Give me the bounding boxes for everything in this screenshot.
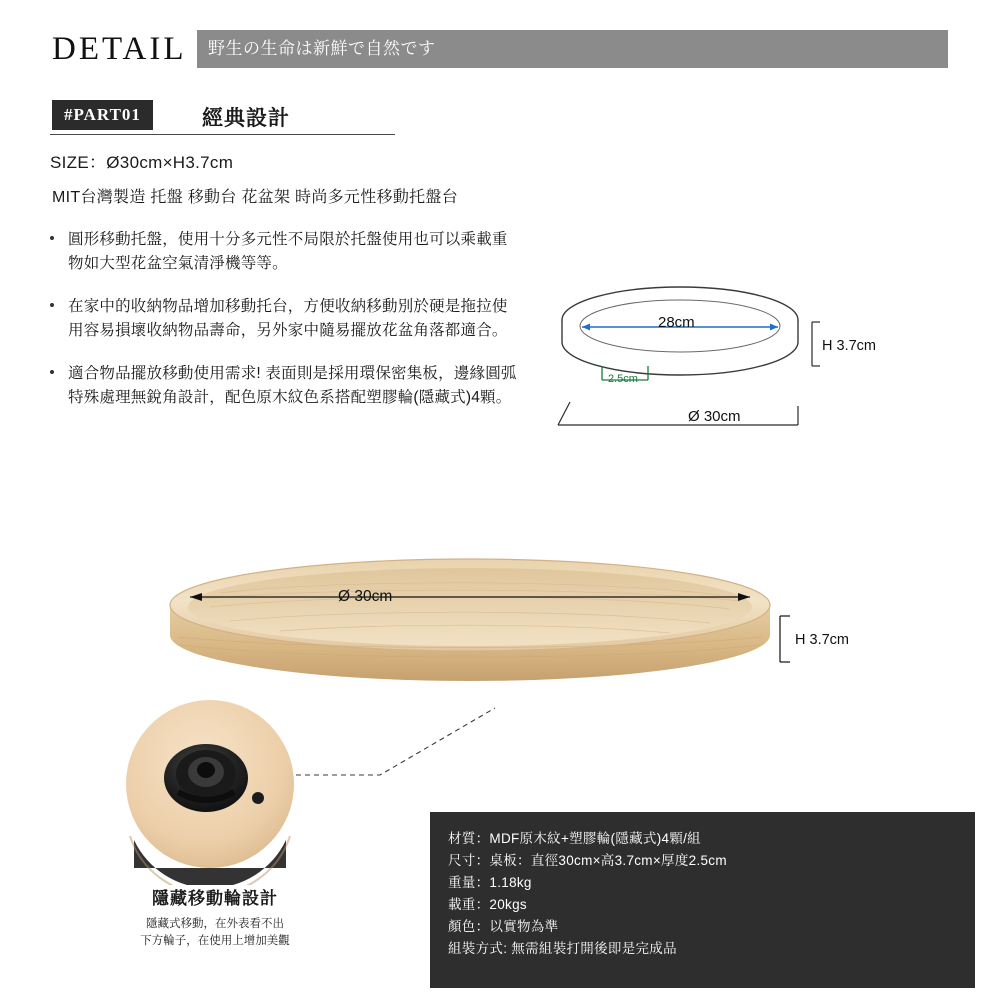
spec-dimensions: 尺寸：桌板：直徑30cm×高3.7cm×厚度2.5cm <box>448 853 727 868</box>
spec-load: 載重：20kgs <box>448 897 527 912</box>
spec-box <box>430 812 975 988</box>
dimension-inner-diameter: 28cm <box>658 314 695 331</box>
spec-material: 材質：MDF原木紋+塑膠輪(隱藏式)4顆/組 <box>448 831 701 846</box>
spec-assembly: 組裝方式: 無需組裝打開後即是完成品 <box>448 941 677 956</box>
wheel-subcaption <box>100 916 330 950</box>
wheel-caption: 隱藏移動輪設計 <box>152 889 278 908</box>
part-divider <box>50 134 395 135</box>
dimension-diagram <box>540 270 940 450</box>
bullet-dot-icon <box>50 370 54 374</box>
dimension-height: H 3.7cm <box>822 338 876 354</box>
photo-dimension-height: H 3.7cm <box>795 632 849 648</box>
feature-bullet-list <box>48 228 518 429</box>
dimension-outer-diameter: Ø 30cm <box>688 408 741 425</box>
list-item <box>48 295 518 343</box>
page-header <box>52 28 948 70</box>
wheel-closeup-svg <box>110 700 310 885</box>
page-title: DETAIL <box>52 31 187 67</box>
bullet-text: 在家中的收納物品增加移動托台，方便收納移動別於硬是拖拉使用容易損壞收納物品壽命，另外家中隨易擺放花盆角落都適合。 <box>68 298 508 339</box>
part-tag: #PART01 <box>52 100 153 130</box>
wheel-subcaption-line1: 隱藏式移動，在外表看不出 <box>146 918 284 930</box>
part-label-row <box>52 100 402 132</box>
photo-height-bracket <box>770 610 810 680</box>
bullet-text: 適合物品擺放移動使用需求! 表面則是採用環保密集板，邊緣圓弧特殊處理無銳角設計，配色原木紋色系搭配塑膠輪(隱藏式)4顆。 <box>68 365 517 406</box>
photo-dimension-diameter: Ø 30cm <box>338 588 393 605</box>
wheel-subcaption-line2: 下方輪子，在使用上增加美觀 <box>140 935 290 947</box>
bullet-text: 圓形移動托盤，使用十分多元性不局限於托盤使用也可以乘載重物如大型花盆空氣清淨機等等。 <box>68 231 508 272</box>
spec-color: 顏色：以實物為準 <box>448 919 559 934</box>
spec-weight: 重量：1.18kg <box>448 875 532 890</box>
list-item <box>48 228 518 276</box>
size-line: SIZE：Ø30cm×H3.7cm <box>50 153 234 172</box>
header-subtitle: 野生の生命は新鮮で自然です <box>208 39 436 58</box>
keywords-line: MIT台灣製造 托盤 移動台 花盆架 時尚多元性移動托盤台 <box>52 189 459 206</box>
dimension-rim-thickness: 2.5cm <box>608 373 638 385</box>
bullet-dot-icon <box>50 236 54 240</box>
product-photo-svg <box>160 545 780 695</box>
product-photo <box>160 545 780 690</box>
wheel-closeup-photo <box>110 700 310 880</box>
part-name: 經典設計 <box>202 107 290 130</box>
list-item <box>48 362 518 410</box>
bullet-dot-icon <box>50 303 54 307</box>
